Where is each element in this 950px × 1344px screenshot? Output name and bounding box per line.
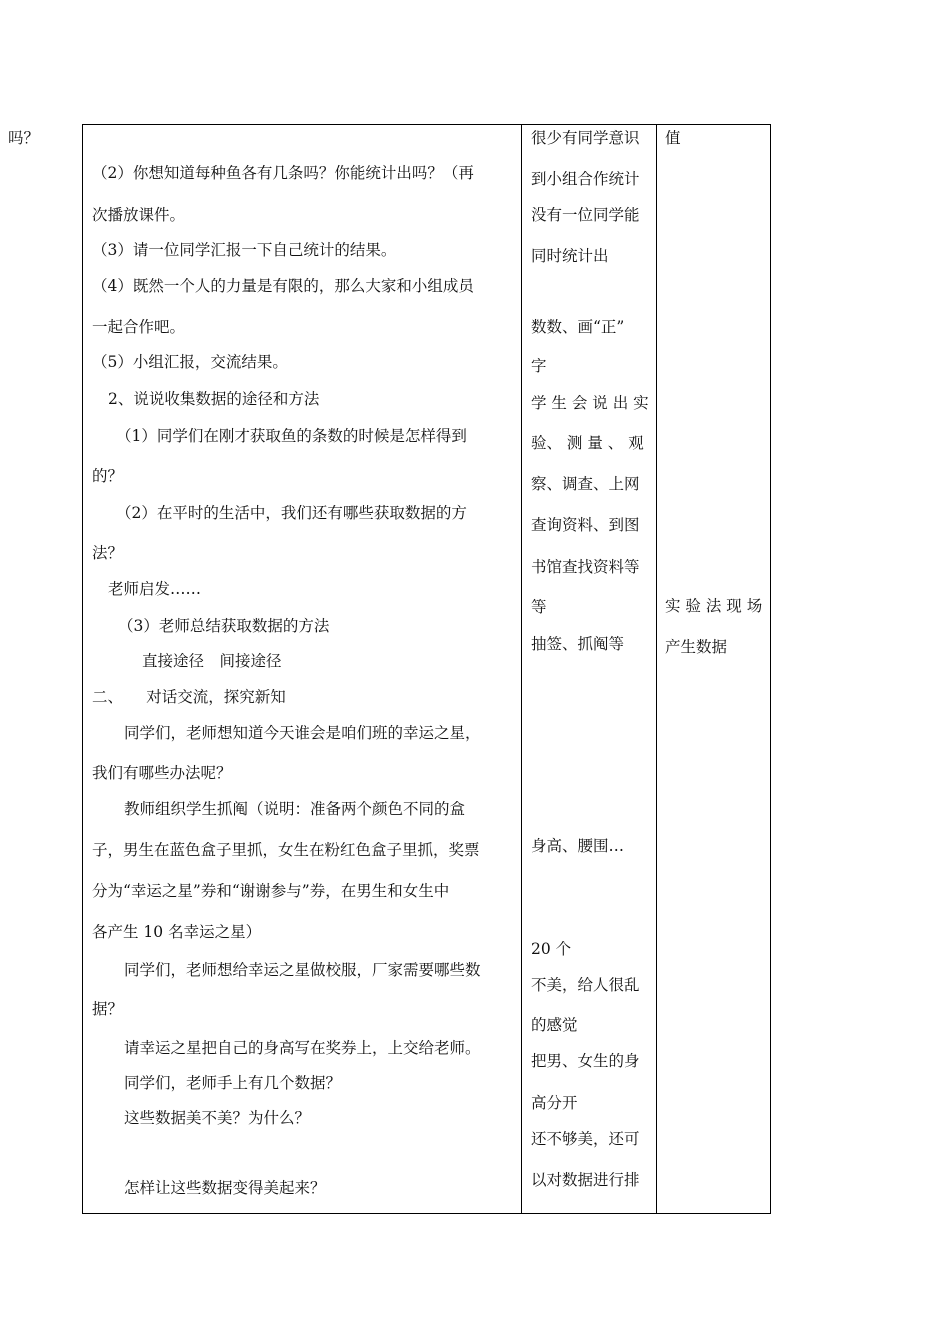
text-line: （3）请一位同学汇报一下自己统计的结果。 xyxy=(92,241,397,259)
text-line: 还不够美，还可 xyxy=(531,1130,640,1148)
text-line: 身高、腰围… xyxy=(531,837,625,855)
text-line: 怎样让这些数据变得美起来？ xyxy=(124,1179,326,1197)
section-heading: 二、 对话交流，探究新知 xyxy=(92,688,286,706)
text-line: 一起合作吧。 xyxy=(92,318,186,336)
column-divider xyxy=(656,125,657,1213)
text-line: 20 个 xyxy=(531,940,572,958)
text-line: 我们有哪些办法呢？ xyxy=(92,764,232,782)
text-line: 请幸运之星把自己的身高写在奖券上，上交给老师。 xyxy=(124,1039,481,1057)
text-line: 老师启发…… xyxy=(108,580,202,598)
text-line: （2）在平时的生活中，我们还有哪些获取数据的方 xyxy=(116,504,467,522)
text-line: 同学们，老师想知道今天谁会是咱们班的幸运之星， xyxy=(124,724,481,742)
text-line: 这些数据美不美？为什么？ xyxy=(124,1109,311,1127)
text-line: 产生数据 xyxy=(665,638,728,656)
text-line: 等 xyxy=(531,598,547,616)
text-line: 各产生 10 名幸运之星） xyxy=(92,923,262,941)
text-line: 查询资料、到图 xyxy=(531,516,640,534)
text-line: 直接途径 间接途径 xyxy=(142,652,282,670)
text-line: 抽签、抓阄等 xyxy=(531,635,625,653)
text-line: 同学们，老师想给幸运之星做校服，厂家需要哪些数 xyxy=(124,961,481,979)
text-line: 学 生 会 说 出 实 xyxy=(531,394,649,412)
text-line: 次播放课件。 xyxy=(92,206,186,224)
text-line: （3）老师总结获取数据的方法 xyxy=(118,617,330,635)
text-line: 同时统计出 xyxy=(531,247,609,265)
text-line: 到小组合作统计 xyxy=(531,170,640,188)
text-line: 很少有同学意识 xyxy=(531,129,640,147)
text-line: 2、说说收集数据的途径和方法 xyxy=(108,390,320,408)
text-line: 不美，给人很乱 xyxy=(531,976,640,994)
text-line: 的？ xyxy=(92,467,124,485)
text-line: 以对数据进行排 xyxy=(531,1171,640,1189)
text-line: 数数、画“正” xyxy=(531,318,625,336)
text-line: 高分开 xyxy=(531,1094,578,1112)
column-divider xyxy=(521,125,522,1213)
text-line: 值 xyxy=(665,129,681,147)
text-line: 书馆查找资料等 xyxy=(531,558,640,576)
text-line: 察、调查、上网 xyxy=(531,475,640,493)
text-line: 据？ xyxy=(92,1000,124,1018)
text-line: 没有一位同学能 xyxy=(531,206,640,224)
text-line: （2）你想知道每种鱼各有几条吗？你能统计出吗？（再 xyxy=(92,164,474,182)
text-line: 分为“幸运之星”券和“谢谢参与”券，在男生和女生中 xyxy=(92,882,450,900)
text-line: （4）既然一个人的力量是有限的，那么大家和小组成员 xyxy=(92,277,474,295)
text-line: 同学们，老师手上有几个数据？ xyxy=(124,1074,342,1092)
text-line: 的感觉 xyxy=(531,1016,578,1034)
text-line: 验、 测 量 、 观 xyxy=(531,434,644,452)
text-line: （1）同学们在刚才获取鱼的条数的时候是怎样得到 xyxy=(116,427,467,445)
text-line: 法？ xyxy=(92,544,124,562)
text-line: 字 xyxy=(531,357,547,375)
text-line: 子，男生在蓝色盒子里抓，女生在粉红色盒子里抓，奖票 xyxy=(92,841,480,859)
text-line: 把男、女生的身 xyxy=(531,1052,640,1070)
text-line: （5）小组汇报，交流结果。 xyxy=(92,353,288,371)
text-line: 实 验 法 现 场 xyxy=(665,597,763,615)
text-line: 吗？ xyxy=(8,129,40,147)
text-line: 教师组织学生抓阄（说明：准备两个颜色不同的盒 xyxy=(124,800,466,818)
